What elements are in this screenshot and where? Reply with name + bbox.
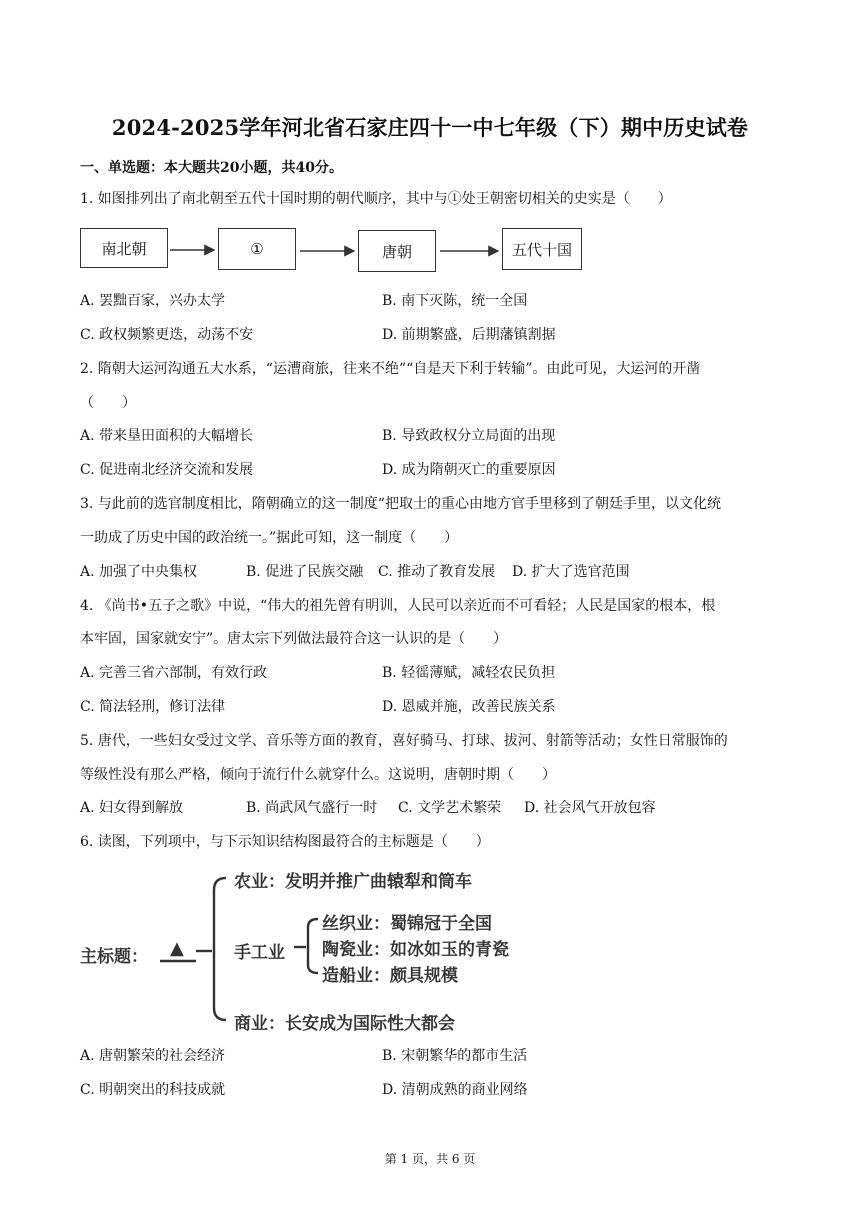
q4-option-a[interactable]: A. 完善三省六部制，有效行政 xyxy=(80,665,268,681)
question-4-stem-line1: 4. 《尚书•五子之歌》中说，“伟大的祖先曾有明训，人民可以亲近而不可看轻；人民是国家的根本，根 xyxy=(80,598,716,614)
q2-option-b[interactable]: B. 导致政权分立局面的出现 xyxy=(382,428,556,444)
q1-option-d[interactable]: D. 前期繁盛，后期藩镇割据 xyxy=(382,327,556,343)
q1-option-c[interactable]: C. 政权频繁更迭，动荡不安 xyxy=(80,327,254,343)
q2-option-d[interactable]: D. 成为隋朝灭亡的重要原因 xyxy=(382,462,556,478)
question-4-stem-line2: 本牢固，国家就安宁”。唐太宗下列做法最符合这一认识的是（ ） xyxy=(80,631,508,647)
question-2-stem-line2: （ ） xyxy=(80,395,136,411)
question-3-stem-line1: 3. 与此前的选官制度相比，隋朝确立的这一制度“把取士的重心由地方官手里移到了朝廷手里，以文化统 xyxy=(80,496,721,512)
question-2-stem-line1: 2. 隋朝大运河沟通五大水系，“运漕商旅，往来不绝”“自是天下利于转输”。由此可见，大运河的开凿 xyxy=(80,361,701,377)
flow-box-southern-northern: 南北朝 xyxy=(80,228,168,268)
flow-box-blank: ① xyxy=(218,228,296,270)
diagram-handicraft: 手工业 xyxy=(234,943,285,963)
diagram-shipbuilding: 造船业：颇具规模 xyxy=(322,966,458,986)
diagram-silk-industry: 丝织业：蜀锦冠于全国 xyxy=(322,914,492,934)
q4-option-b[interactable]: B. 轻徭薄赋，减轻农民负担 xyxy=(382,665,556,681)
diagram-main-title: 主标题： xyxy=(80,947,148,967)
diagram-porcelain-industry: 陶瓷业：如冰如玉的青瓷 xyxy=(322,940,509,960)
q4-option-c[interactable]: C. 简法轻刑，修订法律 xyxy=(80,699,226,715)
flow-box-five-dynasties: 五代十国 xyxy=(502,228,582,270)
craft-bracket xyxy=(308,919,318,973)
blank-triangle: ▲ xyxy=(170,938,184,959)
q3-option-c[interactable]: C. 推动了教育发展 xyxy=(378,564,496,580)
q4-option-d[interactable]: D. 恩威并施，改善民族关系 xyxy=(382,699,556,715)
q3-option-a[interactable]: A. 加强了中央集权 xyxy=(80,564,198,580)
q3-option-b[interactable]: B. 促进了民族交融 xyxy=(246,564,364,580)
q1-option-a[interactable]: A. 罢黜百家，兴办太学 xyxy=(80,293,226,309)
diagram-agriculture: 农业：发明并推广曲辕犁和筒车 xyxy=(234,872,472,892)
q6-option-a[interactable]: A. 唐朝繁荣的社会经济 xyxy=(80,1048,226,1064)
question-5-stem-line2: 等级性没有那么严格，倾向于流行什么就穿什么。这说明，唐朝时期（ ） xyxy=(80,767,556,783)
question-3-stem-line2: 一助成了历史中国的政治统一。”据此可知，这一制度（ ） xyxy=(80,530,459,546)
question-6-stem: 6. 读图，下列项中，与下示知识结构图最符合的主标题是（ ） xyxy=(80,834,490,850)
exam-title: 2024-2025学年河北省石家庄四十一中七年级（下）期中历史试卷 xyxy=(111,115,749,140)
diagram-commerce: 商业：长安成为国际性大都会 xyxy=(234,1014,455,1034)
q6-option-b[interactable]: B. 宋朝繁华的都市生活 xyxy=(382,1048,528,1064)
section-heading: 一、单选题：本大题共20小题，共40分。 xyxy=(80,160,343,176)
q2-option-a[interactable]: A. 带来垦田面积的大幅增长 xyxy=(80,428,254,444)
question-5-stem-line1: 5. 唐代，一些妇女受过文学、音乐等方面的教育，喜好骑马、打球、拔河、射箭等活动；女性日常服饰的 xyxy=(80,733,728,749)
q1-option-b[interactable]: B. 南下灭陈，统一全国 xyxy=(382,293,528,309)
main-bracket xyxy=(214,878,226,1020)
q5-option-d[interactable]: D. 社会风气开放包容 xyxy=(524,800,656,816)
q5-option-c[interactable]: C. 文学艺术繁荣 xyxy=(398,800,502,816)
q5-option-b[interactable]: B. 尚武风气盛行一时 xyxy=(246,800,378,816)
question-1-stem: 1. 如图排列出了南北朝至五代十国时期的朝代顺序，其中与①处王朝密切相关的史实是（ ） xyxy=(80,191,672,207)
q5-option-a[interactable]: A. 妇女得到解放 xyxy=(80,800,184,816)
q3-option-d[interactable]: D. 扩大了选官范围 xyxy=(512,564,630,580)
flow-box-tang: 唐朝 xyxy=(358,230,436,272)
page-footer: 第 1 页，共 6 页 xyxy=(384,1152,476,1166)
q6-option-d[interactable]: D. 清朝成熟的商业网络 xyxy=(382,1082,528,1098)
q6-option-c[interactable]: C. 明朝突出的科技成就 xyxy=(80,1082,226,1098)
q2-option-c[interactable]: C. 促进南北经济交流和发展 xyxy=(80,462,254,478)
